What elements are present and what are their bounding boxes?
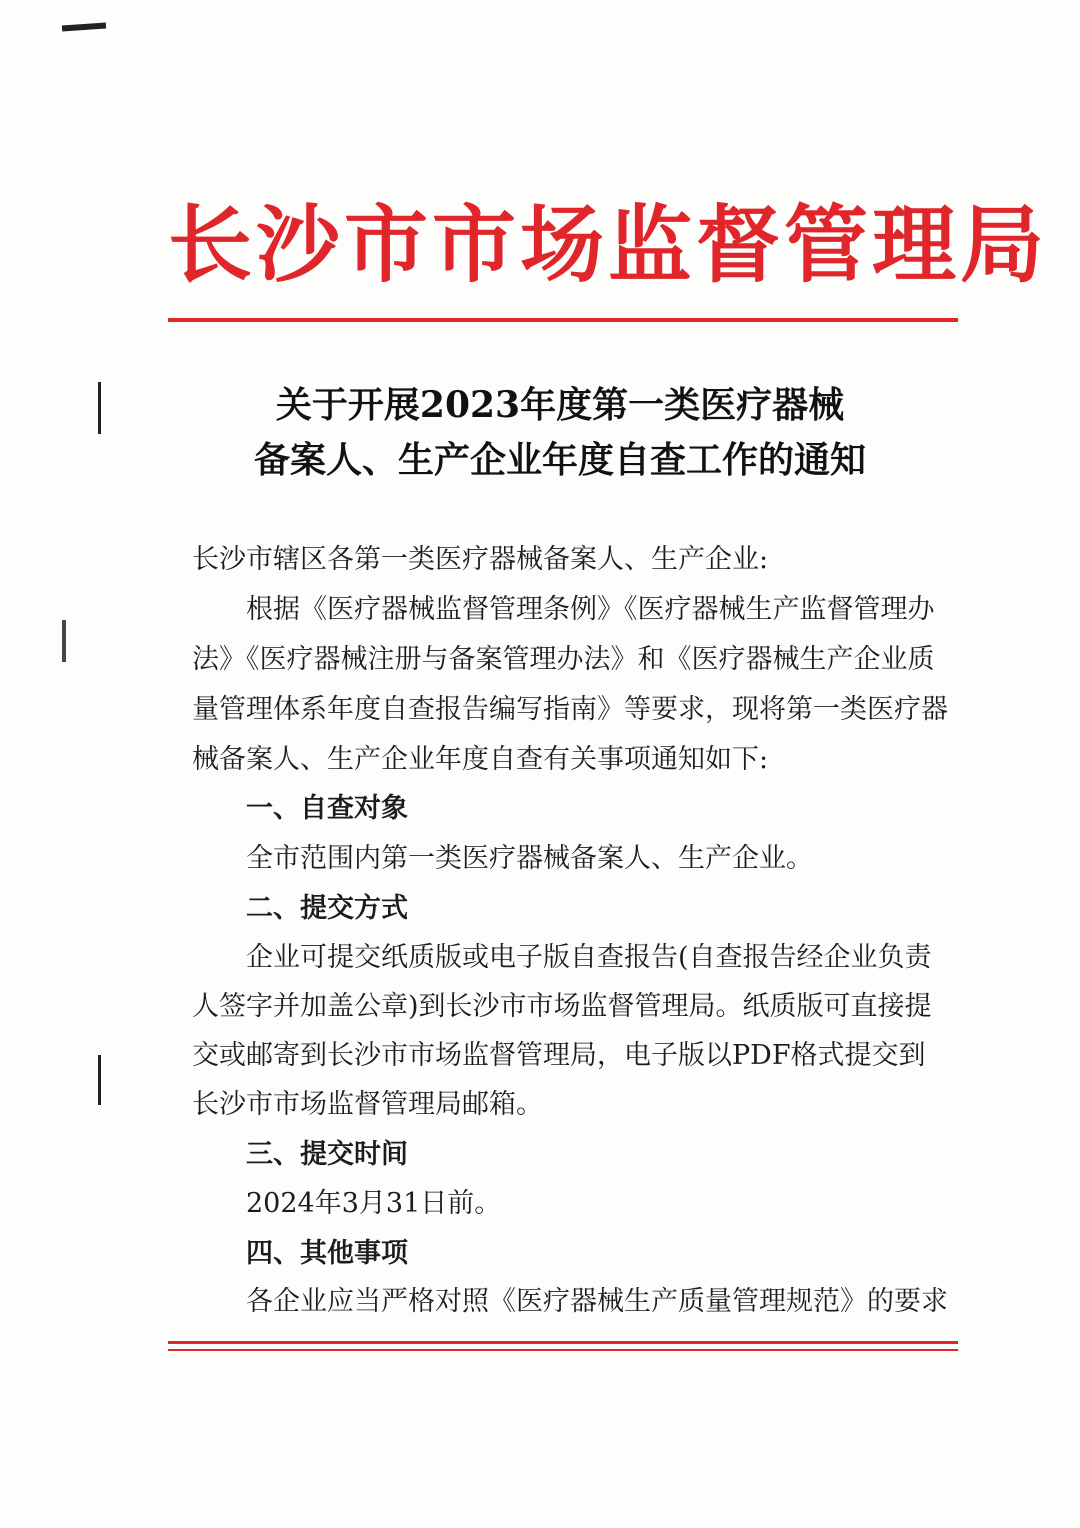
- section-submission-line: 企业可提交纸质版或电子版自查报告(自查报告经企业负责: [246, 942, 932, 973]
- section-heading-scope: 一、自查对象: [246, 793, 408, 824]
- section-submission-line: 人签字并加盖公章)到长沙市市场监督管理局。纸质版可直接提: [192, 991, 932, 1022]
- footer-red-rule: [168, 1349, 958, 1351]
- scan-artifact: [62, 620, 66, 662]
- document-title-line-2: 备案人、生产企业年度自查工作的通知: [253, 439, 866, 481]
- document-title-line-1: 关于开展2023年度第一类医疗器械: [275, 384, 845, 426]
- section-submission-line: 交或邮寄到长沙市市场监督管理局，电子版以PDF格式提交到: [192, 1040, 926, 1071]
- intro-paragraph-line: 法》《医疗器械注册与备案管理办法》和《医疗器械生产企业质: [192, 644, 935, 675]
- salutation: 长沙市辖区各第一类医疗器械备案人、生产企业:: [192, 544, 769, 575]
- intro-paragraph-line: 械备案人、生产企业年度自查有关事项通知如下:: [192, 744, 769, 775]
- section-deadline-text: 2024年3月31日前。: [246, 1188, 502, 1219]
- scan-artifact: [62, 22, 106, 31]
- scan-artifact: [98, 1055, 101, 1105]
- section-heading-submission: 二、提交方式: [246, 893, 408, 924]
- issuing-authority-masthead: 长沙市市场监督管理局: [168, 195, 1049, 294]
- masthead-red-rule: [168, 318, 958, 322]
- section-scope-text: 全市范围内第一类医疗器械备案人、生产企业。: [246, 843, 813, 874]
- section-submission-line: 长沙市市场监督管理局邮箱。: [192, 1089, 543, 1120]
- footer-red-rule: [168, 1341, 958, 1344]
- section-heading-deadline: 三、提交时间: [246, 1139, 408, 1170]
- section-heading-other: 四、其他事项: [246, 1238, 408, 1269]
- scan-artifact: [98, 382, 101, 434]
- intro-paragraph-line: 根据《医疗器械监督管理条例》《医疗器械生产监督管理办: [246, 594, 935, 625]
- section-other-text: 各企业应当严格对照《医疗器械生产质量管理规范》的要求: [246, 1286, 948, 1317]
- intro-paragraph-line: 量管理体系年度自查报告编写指南》等要求，现将第一类医疗器: [192, 694, 948, 725]
